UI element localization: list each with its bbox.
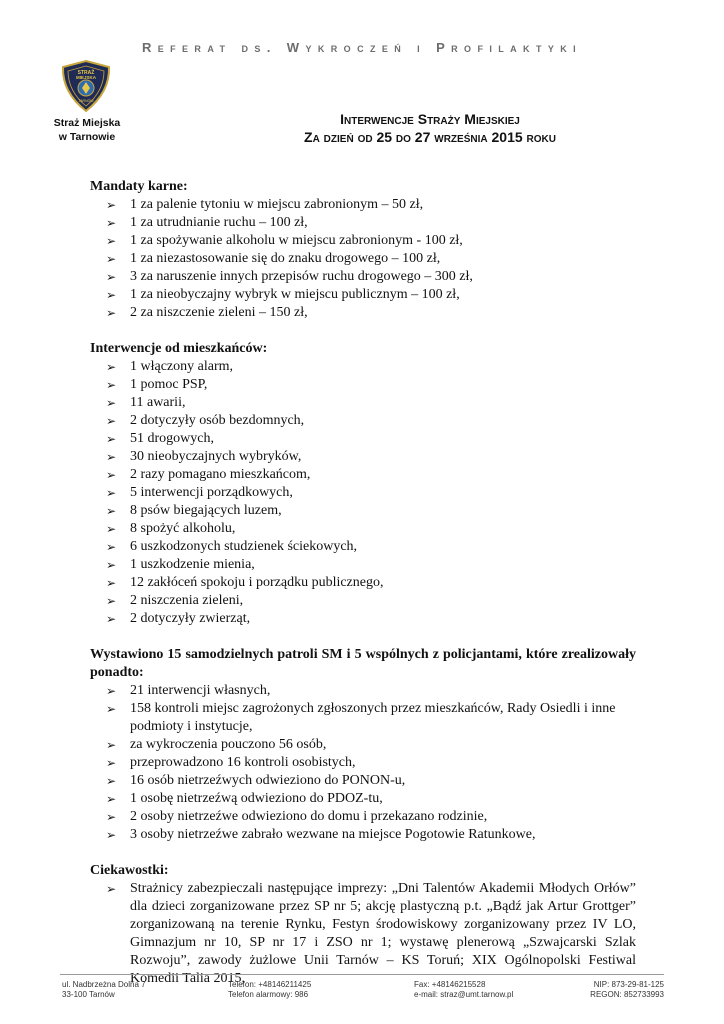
- report-section: [90, 178, 636, 322]
- footer-regon: REGON: 852733993: [590, 990, 664, 999]
- list-item: ➢ 8 spożyć alkoholu,: [90, 520, 636, 538]
- list-item: ➢ 2 niszczenia zieleni,: [90, 592, 636, 610]
- footer-registry: [590, 980, 664, 1000]
- org-name-line2: w Tarnowie: [58, 131, 116, 143]
- list-item: ➢ 1 osobę nietrzeźwą odwieziono do PDOZ-tu,: [90, 790, 636, 808]
- list-item: ➢ Strażnicy zabezpieczali następujące imprezy: „Dni Talentów Akademii Młodych Orłów” dla dzieci zorganizowane przez SP nr 5; akcję plastyczną p.t. „Bądź jak Artur Grottger” zorganizowaną na terenie Rynku, Festyn środowiskowy zorganizowany przez IV LO, Gimnazjum nr 10, SP nr 17 i ZSO nr 1; wystawę plenerową „Szwajcarski Szlak Rozwoju”, zawody żużlowe Unii Tarnów – KS Toruń; XIX Ogólnopolski Festiwal Komedii Talia 2015,: [90, 880, 636, 988]
- list-item: ➢ 2 dotyczyły zwierząt,: [90, 610, 636, 628]
- list-item: ➢ 1 uszkodzenie mienia,: [90, 556, 636, 574]
- section-heading: Mandaty karne:: [90, 179, 188, 194]
- report-section: [90, 862, 636, 988]
- bullet-list: [90, 880, 636, 988]
- list-item: ➢ za wykroczenia pouczono 56 osób,: [90, 736, 636, 754]
- list-item: ➢ 21 interwencji własnych,: [90, 682, 636, 700]
- list-item: ➢ 2 razy pomagano mieszkańcom,: [90, 466, 636, 484]
- list-item: ➢ 1 za palenie tytoniu w miejscu zabronionym – 50 zł,: [90, 196, 636, 214]
- report-section: [90, 646, 636, 844]
- list-item: ➢ 16 osób nietrzeźwych odwieziono do PONON-u,: [90, 772, 636, 790]
- list-item: ➢ 11 awarii,: [90, 394, 636, 412]
- list-item: ➢ 2 dotyczyły osób bezdomnych,: [90, 412, 636, 430]
- footer-address-line2: 33-100 Tarnów: [62, 990, 115, 999]
- svg-text:MIEJSKA: MIEJSKA: [75, 75, 97, 80]
- organization-name: [40, 116, 134, 144]
- list-item: ➢ 8 psów biegających luzem,: [90, 502, 636, 520]
- list-item: ➢ 158 kontroli miejsc zagrożonych zgłoszonych przez mieszkańców, Rady Osiedli i inne podmioty i instytucje,: [90, 700, 636, 736]
- list-item: ➢ 1 za spożywanie alkoholu w miejscu zabronionym - 100 zł,: [90, 232, 636, 250]
- org-name-line1: Straż Miejska: [53, 117, 121, 129]
- footer-fax: Fax: +48146215528: [414, 980, 486, 989]
- list-item: ➢ 1 za niezastosowanie się do znaku drogowego – 100 zł,: [90, 250, 636, 268]
- section-heading: Wystawiono 15 samodzielnych patroli SM i 5 wspólnych z policjantami, które zrealizowały ponadto:: [90, 647, 636, 680]
- list-item: ➢ przeprowadzono 16 kontroli osobistych,: [90, 754, 636, 772]
- report-section: [90, 340, 636, 628]
- footer-phones: [228, 980, 311, 1000]
- footer-address: [62, 980, 146, 1000]
- svg-text:STRAŻ: STRAŻ: [77, 70, 95, 76]
- bullet-list: [90, 196, 636, 322]
- section-heading: Ciekawostki:: [90, 863, 169, 878]
- footer-address-line1: ul. Nadbrzeżna Dolna 7: [62, 980, 146, 989]
- list-item: ➢ 2 za niszczenie zieleni – 150 zł,: [90, 304, 636, 322]
- list-item: ➢ 30 nieobyczajnych wybryków,: [90, 448, 636, 466]
- list-item: ➢ 2 osoby nietrzeźwe odwieziono do domu i przekazano rodzinie,: [90, 808, 636, 826]
- footer-nip: NIP: 873-29-81-125: [593, 980, 664, 989]
- footer-email: e-mail: straz@umt.tarnow.pl: [414, 990, 514, 999]
- list-item: ➢ 5 interwencji porządkowych,: [90, 484, 636, 502]
- footer-divider: [60, 974, 664, 975]
- footer-contact: [414, 980, 513, 1000]
- department-header: Referat ds. Wykroczeń i Profilaktyki: [141, 40, 583, 55]
- city-guard-logo: [58, 58, 114, 114]
- svg-text:TARNÓW: TARNÓW: [78, 99, 94, 103]
- list-item: ➢ 51 drogowych,: [90, 430, 636, 448]
- report-content: [90, 178, 636, 1006]
- list-item: ➢ 3 za naruszenie innych przepisów ruchu drogowego – 300 zł,: [90, 268, 636, 286]
- list-item: ➢ 6 uszkodzonych studzienek ściekowych,: [90, 538, 636, 556]
- document-title-line1: Interwencje Straży Miejskiej: [340, 111, 520, 127]
- bullet-list: [90, 358, 636, 628]
- list-item: ➢ 1 za nieobyczajny wybryk w miejscu publicznym – 100 zł,: [90, 286, 636, 304]
- list-item: ➢ 1 włączony alarm,: [90, 358, 636, 376]
- section-heading: Interwencje od mieszkańców:: [90, 341, 268, 356]
- bullet-list: [90, 682, 636, 844]
- list-item: ➢ 12 zakłóceń spokoju i porządku publicznego,: [90, 574, 636, 592]
- list-item: ➢ 3 osoby nietrzeźwe zabrało wezwane na miejsce Pogotowie Ratunkowe,: [90, 826, 636, 844]
- footer-alarm-phone: Telefon alarmowy: 986: [228, 990, 309, 999]
- document-title-line2: Za dzień od 25 do 27 września 2015 roku: [304, 129, 556, 145]
- footer-phone: Telefon: +48146211425: [228, 980, 312, 989]
- document-title: [150, 110, 710, 146]
- list-item: ➢ 1 pomoc PSP,: [90, 376, 636, 394]
- list-item: ➢ 1 za utrudnianie ruchu – 100 zł,: [90, 214, 636, 232]
